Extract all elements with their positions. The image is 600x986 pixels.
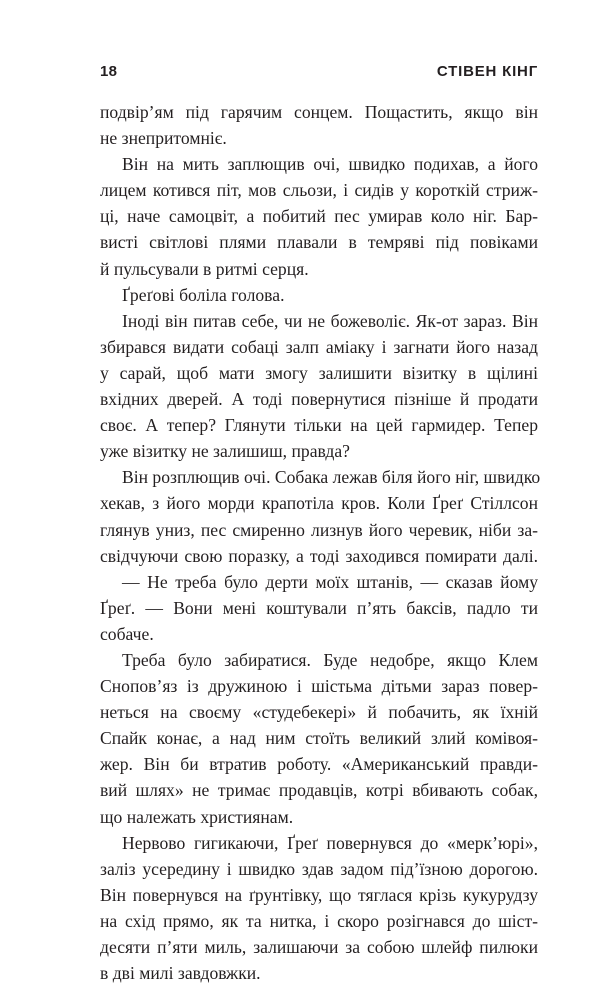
- text-line: — Не треба було дерти моїх штанів, — сказав йому: [122, 571, 538, 592]
- text-line: Він на мить заплющив очі, швидко подихав, а його: [122, 154, 538, 175]
- text-line: уже візитку не залишиш, правда?: [100, 441, 350, 462]
- page-number: 18: [100, 63, 118, 80]
- text-line: собаче.: [100, 623, 154, 644]
- text-line: своє. А тепер? Глянути тільки на цей гармидер. Тепер: [100, 415, 538, 436]
- text-line: Треба було забиратися. Буде недобре, якщо Клем: [122, 649, 538, 670]
- text-line: свідчуючи свою поразку, а тоді заходився помирати далі.: [100, 545, 538, 566]
- text-line: що належать християнам.: [100, 806, 294, 827]
- running-header: [100, 63, 538, 87]
- text-line: неться на своєму «студебекері» й побачить, як їхній: [100, 702, 538, 723]
- text-line: на схід прямо, як та нитка, і скоро розігнався до шіст-: [100, 910, 538, 931]
- text-line: висті світлові плями плавали в темряві під повіками: [100, 232, 538, 253]
- text-line: Ґреґ. — Вони мені коштували п’ять баксів, падло ти: [100, 597, 538, 618]
- text-line: Він розплющив очі. Собака лежав біля його ніг, швидко: [122, 467, 541, 488]
- text-line: глянув униз, пес смиренно лизнув його черевик, ніби за-: [100, 519, 538, 540]
- text-line: вхідних дверей. А тоді повернутися пізніше й продати: [100, 389, 538, 410]
- text-line: вий шлях» не тримає продавців, котрі вбивають собак,: [100, 780, 538, 801]
- text-line: у сарай, щоб мати змогу залишити візитку в щілині: [100, 362, 538, 383]
- text-line: Він повернувся на ґрунтівку, що тяглася крізь кукурудзу: [100, 884, 538, 905]
- author-name: СТІВЕН КІНГ: [436, 63, 538, 80]
- text-line: жер. Він би втратив роботу. «Американський правди-: [100, 754, 538, 775]
- text-line: десяти п’яти миль, залишаючи за собою шлейф пилюки: [100, 937, 538, 957]
- text-line: заліз усередину і швидко здав задом під’їзною дорогою.: [100, 858, 538, 879]
- text-line: Снопов’яз із дружиною і шістьма дітьми зараз повер-: [100, 676, 538, 697]
- body-text: [100, 99, 541, 986]
- text-line: хекав, з його морди крапотіла кров. Коли Ґреґ Стіллсон: [100, 493, 538, 514]
- text-line: Іноді він питав себе, чи не божеволіє. Як-от зараз. Він: [122, 310, 538, 331]
- text-line: лицем котився піт, мов сльози, і сидів у короткій стриж-: [100, 180, 538, 201]
- text-line: збирався видати собаці залп аміаку і загнати його назад: [100, 336, 538, 357]
- text-line: в дві милі завдовжки.: [100, 963, 261, 984]
- text-line: подвір’ям під гарячим сонцем. Пощастить, якщо він: [100, 102, 538, 122]
- text-line: не знепритомніє.: [100, 128, 227, 149]
- text-line: й пульсували в ритмі серця.: [100, 258, 309, 279]
- text-line: Ґреґові боліла голова.: [122, 284, 285, 305]
- text-line: Спайк конає, а над ним стоїть великий злий комівоя-: [100, 728, 538, 749]
- text-line: Нервово гигикаючи, Ґреґ повернувся до «мерк’юрі»,: [122, 832, 538, 853]
- text-line: ці, наче самоцвіт, а побитий пес умирав коло ніг. Бар-: [100, 206, 538, 227]
